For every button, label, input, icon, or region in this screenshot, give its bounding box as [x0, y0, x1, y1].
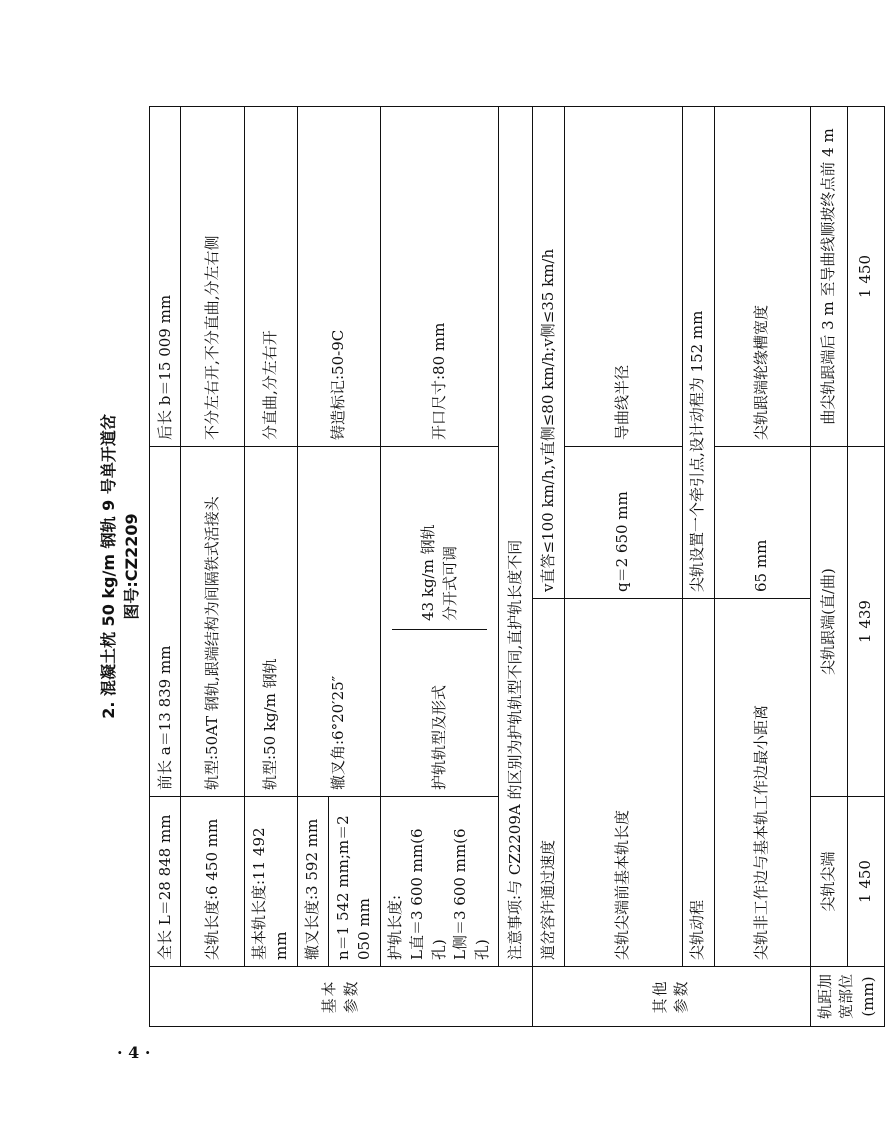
title-row	[89, 106, 150, 1026]
page-number: · 4 ·	[117, 1043, 151, 1062]
guard-type-line-1: 43 kg/m 钢轨	[418, 524, 437, 621]
rotated-table-block	[89, 107, 878, 1027]
front-stock-value: q＝2 650 mm	[564, 447, 682, 599]
gauge-label: 轨距加宽部位(mm)	[810, 967, 884, 1027]
throw-value: 尖轨设置一个牵引点,设计动程为 152 mm	[682, 106, 714, 598]
guard-type-line-2: 分开式可调	[440, 545, 459, 621]
rear-length: 后长 b＝15 009 mm	[150, 106, 181, 446]
table-row	[682, 106, 714, 1026]
guard-type-cell	[381, 447, 499, 797]
frog-angle: 辙叉角:6°20′25″	[297, 447, 380, 797]
front-length: 前长 a＝13 839 mm	[150, 447, 181, 797]
lead-radius-label: 导曲线半径	[564, 106, 682, 446]
flange-width-label: 尖轨跟端轮缘槽宽度	[714, 106, 810, 446]
table-row	[245, 106, 298, 1026]
table-row	[150, 106, 181, 1026]
gauge-col-heel: 尖轨跟端(直/曲)	[810, 447, 847, 797]
table-row	[532, 106, 564, 1026]
guard-length-title: 护轨长度:	[386, 894, 405, 960]
frog-mark: 铸造标记:50-9C	[297, 106, 380, 446]
front-stock-label: 尖轨尖端前基本轨长度	[564, 599, 682, 967]
guard-opening: 开口尺寸:80 mm	[381, 106, 499, 446]
gauge-col-curve: 曲尖轨跟端后 3 m 至导曲线顺坡终点前 4 m	[810, 106, 847, 446]
frog-length-cell	[297, 797, 380, 967]
other-params-label: 其他参数	[532, 967, 810, 1027]
turnout-parameter-table	[89, 106, 885, 1027]
stock-rail-type: 轨型:50 kg/m 钢轨	[245, 447, 298, 797]
gauge-val-heel: 1 439	[847, 447, 884, 797]
total-length: 全长 L＝28 848 mm	[150, 797, 181, 967]
stock-rail-length: 基本轨长度:11 492 mm	[245, 797, 298, 967]
guard-type-label: 护轨轨型及形式	[392, 629, 487, 796]
gauge-col-tip: 尖轨尖端	[810, 797, 847, 967]
min-distance-value: 65 mm	[714, 447, 810, 599]
table-row	[564, 106, 682, 1026]
stock-rail-direction: 分直曲,分左右开	[245, 106, 298, 446]
speed-label: 道岔容许通过速度	[532, 599, 564, 967]
title-line-1: 2. 混凝土枕 50 kg/m 钢轨 9 号单开道岔	[99, 414, 118, 719]
min-distance-label: 尖轨非工作边与基本轨工作边最小距离	[714, 599, 810, 967]
title-line-2: 图号:CZ2209	[122, 513, 142, 620]
frog-length: 辙叉长度:3 592 mm	[302, 818, 321, 960]
table-row	[297, 106, 380, 1026]
switch-rail-direction: 不分左右开,不分直曲,分左右侧	[181, 106, 245, 446]
guard-length-straight: L直＝3 600 mm(6 孔)	[407, 828, 448, 960]
table-row	[847, 106, 884, 1026]
switch-rail-type: 轨型:50AT 钢轨,跟端结构为间隔铁式活接头	[181, 447, 245, 797]
table-row	[714, 106, 810, 1026]
gauge-val-curve: 1 450	[847, 106, 884, 446]
table-row	[181, 106, 245, 1026]
table-title	[89, 106, 150, 1026]
guard-length-side: L侧＝3 600 mm(6 孔)	[451, 828, 492, 960]
table-row	[810, 106, 847, 1026]
note: 注意事项:与 CZ2209A 的区别为护轨轨型不同,直护轨长度不同	[498, 106, 532, 966]
guard-type-value	[392, 447, 487, 629]
guard-length-cell	[381, 797, 499, 967]
gauge-val-tip: 1 450	[847, 797, 884, 967]
switch-rail-length: 尖轨长度:6 450 mm	[181, 797, 245, 967]
frog-nm: n＝1 542 mm;m＝2 050 mm	[328, 797, 377, 966]
basic-params-label: 基本参数	[150, 967, 533, 1027]
table-row	[381, 106, 499, 1026]
throw-label: 尖轨动程	[682, 599, 714, 967]
speed-value: v直答≤100 km/h,v直侧≤80 km/h;v侧≤35 km/h	[532, 106, 564, 598]
table-row	[498, 106, 532, 1026]
